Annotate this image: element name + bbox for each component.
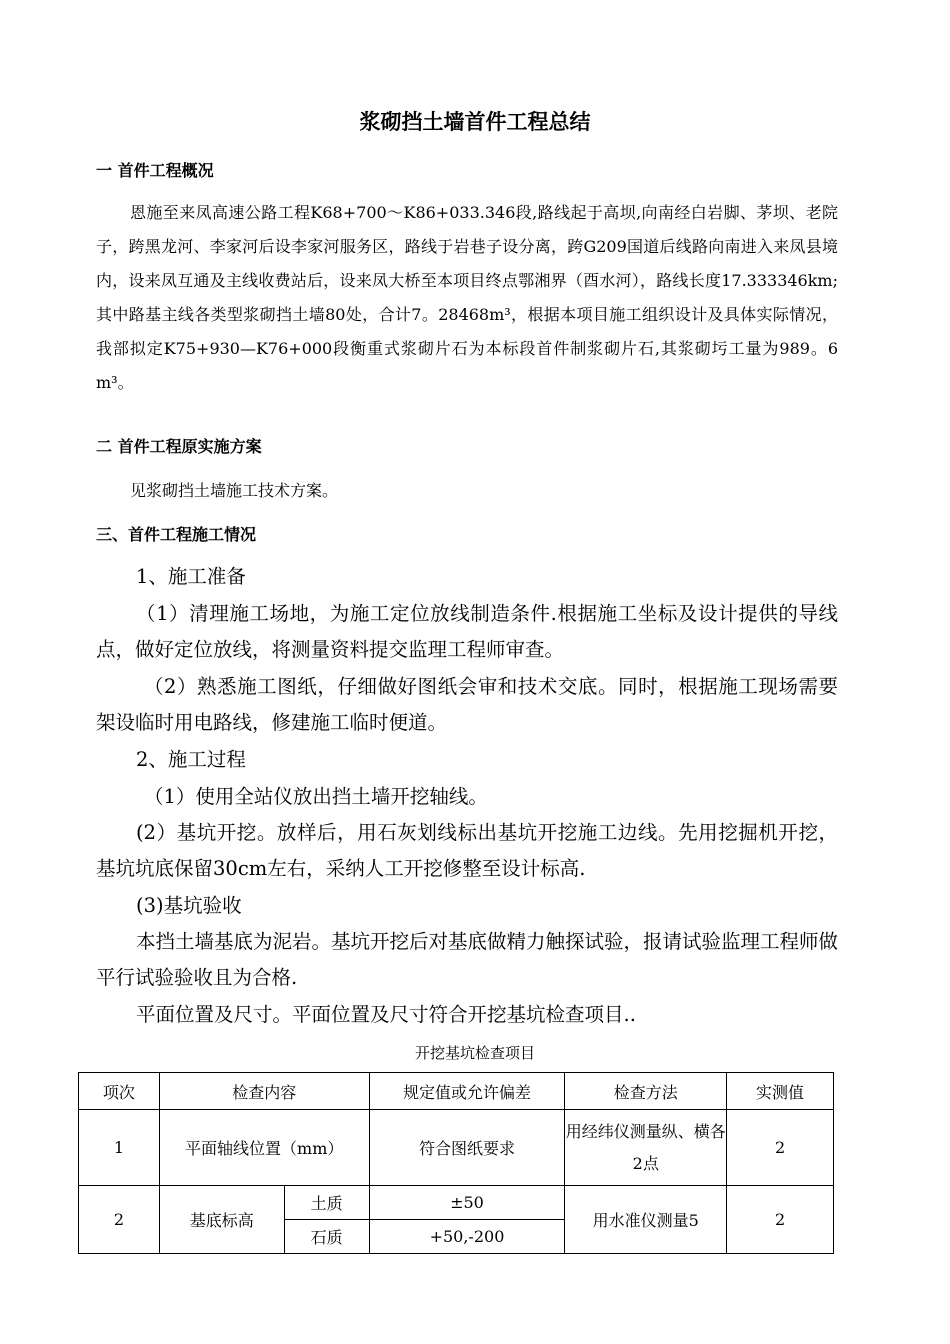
header-cell: 检查内容: [159, 1073, 369, 1110]
table-cell: 土质: [284, 1186, 369, 1220]
table-cell: 2: [79, 1186, 160, 1254]
header-cell: 检查方法: [565, 1073, 727, 1110]
process-title: 2、施工过程: [136, 748, 246, 771]
process-item-3-position: 平面位置及尺寸。平面位置及尺寸符合开挖基坑检查项目..: [136, 1003, 636, 1026]
prep-item-1: （1）清理施工场地，为施工定位放线制造条件.根据施工坐标及设计提供的导线点，做好定位放线，将测量资料提交监理工程师审查。: [96, 602, 838, 662]
document-title: 浆砌挡土墙首件工程总结: [359, 110, 591, 134]
prep-item-2: （2）熟悉施工图纸，仔细做好图纸会审和技术交底。同时，根据施工现场需要架设临时用电路线，修建施工临时便道。: [96, 675, 838, 735]
prep-title: 1、施工准备: [136, 565, 246, 588]
section-3-heading: 三、首件工程施工情况: [96, 525, 257, 544]
section-1-heading: 一 首件工程概况: [96, 161, 214, 180]
table-cell: 平面轴线位置（mm）: [159, 1110, 369, 1186]
table-caption: 开挖基坑检查项目: [414, 1044, 535, 1062]
table-cell: 用经纬仪测量纵、横各2点: [565, 1110, 727, 1186]
table-cell: ±50: [369, 1186, 565, 1220]
table-cell: +50,-200: [369, 1220, 565, 1254]
table-cell: 用水准仪测量5: [565, 1186, 727, 1254]
table-row: [79, 1110, 834, 1186]
inspection-table: [78, 1072, 834, 1254]
table-cell: 2: [727, 1186, 834, 1254]
section-1-body: 恩施至来凤高速公路工程K68+700～K86+033.346段,路线起于高坝,向南经白岩脚、茅坝、老院子，跨黑龙河、李家河后设李家河服务区，路线于岩巷子设分离，跨G209国道后线路向南进入来凤县境内，设来凤互通及主线收费站后，设来凤大桥至本项目终点鄂湘界（酉水河），路线长度17.333346km;其中路基主线各类型浆砌挡土墙80处，合计7。28468m³，根据本项目施工组织设计及具体实际情况，我部拟定K75+930—K76+000段衡重式浆砌片石为本标段首件制浆砌片石,其浆砌圬工量为989。6 m³。: [96, 203, 838, 392]
table-header-row: [79, 1073, 834, 1110]
process-item-2: (2）基坑开挖。放样后，用石灰划线标出基坑开挖施工边线。先用挖掘机开挖，基坑坑底保留30cm左右，采纳人工开挖修整至设计标高.: [96, 821, 838, 881]
section-2-body: 见浆砌挡土墙施工技术方案。: [130, 481, 339, 500]
table-cell: 2: [727, 1110, 834, 1186]
process-item-1: （1）使用全站仪放出挡土墙开挖轴线。: [144, 785, 488, 808]
table-cell: 1: [79, 1110, 160, 1186]
header-cell: 实测值: [727, 1073, 834, 1110]
table-row: [79, 1186, 834, 1220]
header-cell: 项次: [79, 1073, 160, 1110]
process-item-3-body: 本挡土墙基底为泥岩。基坑开挖后对基底做精力触探试验，报请试验监理工程师做平行试验验收且为合格.: [96, 930, 839, 990]
table-cell: 石质: [284, 1220, 369, 1254]
header-cell: 规定值或允许偏差: [369, 1073, 565, 1110]
table-cell: 基底标高: [159, 1186, 284, 1254]
process-item-3: (3)基坑验收: [136, 894, 242, 917]
table-cell: 符合图纸要求: [369, 1110, 565, 1186]
section-2-heading: 二 首件工程原实施方案: [96, 437, 262, 456]
